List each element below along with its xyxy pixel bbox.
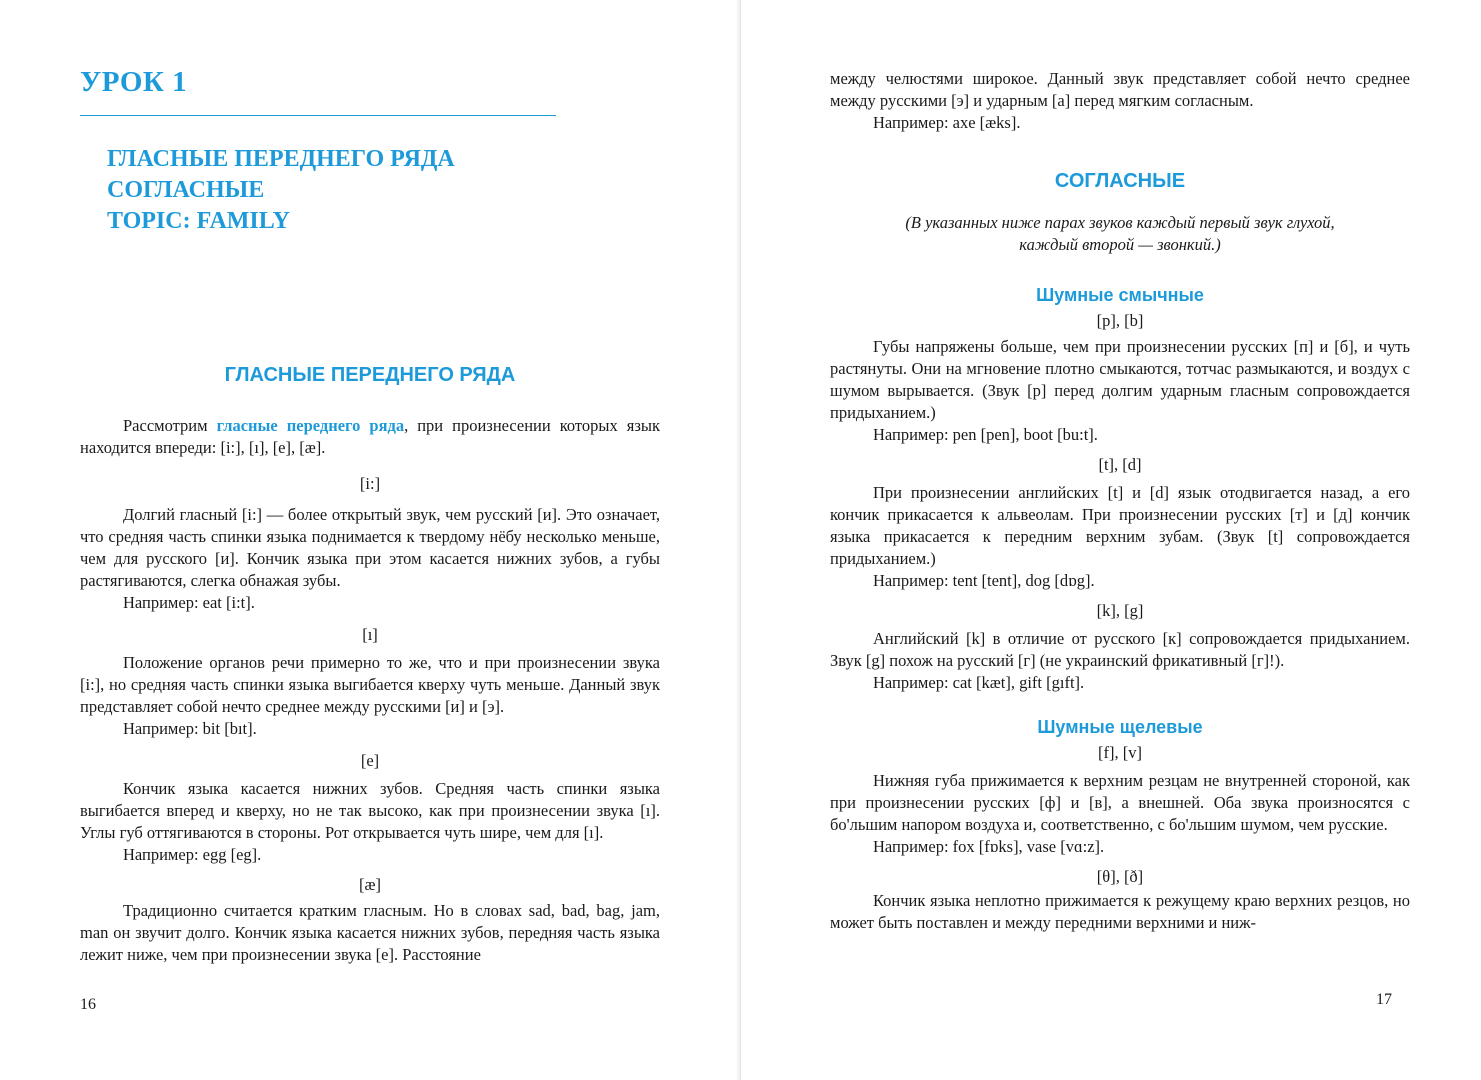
group-title-fricatives: Шумные щелевые <box>1037 717 1203 737</box>
sound-description-th: Кончик языка неплотно прижимается к режущему краю верхних резцов, но может быть поставлен и между передними верхними и ниж- <box>830 891 1410 932</box>
sound-heading-t-d: [t], [d] <box>1098 455 1142 474</box>
left-text-column <box>80 364 660 966</box>
topic-family: TOPIC: FAMILY <box>107 208 290 234</box>
intro-text-before: Рассмотрим <box>123 416 217 435</box>
sound-example-f-v: Например: fox [fɒks], vase [vɑ:z]. <box>873 837 1105 856</box>
sound-example-i-long: Например: eat [i:t]. <box>123 593 255 612</box>
sound-heading-i-short: [ı] <box>362 625 378 644</box>
group-title-plosives: Шумные смычные <box>1036 285 1204 305</box>
sound-heading-th: [θ], [ð] <box>1096 867 1144 886</box>
sound-description-ae: Традиционно считается кратким гласным. Но в словах sad, bad, bag, jam, man он звучит долго. Кончик языка касается нижних зубов, передняя часть языка лежит ниже, чем при произнесении звука [e]. Расстояние <box>80 901 660 964</box>
continuation-paragraph: между челюстями широкое. Данный звук представляет собой нечто среднее между русскими [э] и ударным [а] перед мягким согласным. <box>830 69 1410 110</box>
sound-heading-f-v: [f], [v] <box>1098 743 1142 762</box>
topic-front-vowels: ГЛАСНЫЕ ПЕРЕДНЕГО РЯДА <box>107 146 455 172</box>
page-number-right: 17 <box>1376 991 1392 1008</box>
sound-heading-ae: [æ] <box>359 875 381 894</box>
sound-description-p-b: Губы напряжены больше, чем при произнесении русских [п] и [б], и чуть растянуты. Они на мгновение плотно смыкаются, тотчас размыкаются, и воздух с шумом вырывается. (Звук [p] перед долгим ударным гласным сопровождается придыханием.) <box>830 337 1410 422</box>
sound-example-e: Например: egg [eg]. <box>123 845 262 864</box>
intro-paragraph <box>80 415 660 459</box>
sound-description-k-g: Английский [k] в отличие от русского [к] сопровождается придыханием. Звук [g] похож на русский [г] (не украинский фрикативный [г]!). <box>830 629 1410 670</box>
sound-description-i-short: Положение органов речи примерно то же, что и при произнесении звука [i:], но средняя часть спинки языка выгибается кверху чуть меньше. Данный звук представляет собой нечто среднее между русскими [и] и [э]. <box>80 653 660 716</box>
intro-highlight: гласные переднего ряда <box>216 416 405 435</box>
sound-heading-k-g: [k], [g] <box>1096 601 1144 620</box>
intro-text-after: , при произнесении которых язык находится впереди: [i:], [ı], [e], [æ]. <box>80 416 660 457</box>
lesson-title: УРОК 1 <box>80 66 188 98</box>
right-text-column <box>830 68 1410 934</box>
continuation-example: Например: axe [æks]. <box>873 113 1021 132</box>
left-page <box>0 0 740 1080</box>
sound-description-i-long: Долгий гласный [i:] — более открытый звук, чем русский [и]. Это означает, что средняя часть спинки языка поднимается к твердому нёбу несколько меньше, чем для русского [и]. Кончик языка при этом касается нижних зубов, а губы растягиваются, слегка обнажая зубы. <box>80 505 660 590</box>
page-number-left: 16 <box>80 996 96 1013</box>
sound-example-i-short: Например: bit [bıt]. <box>123 719 257 738</box>
title-divider <box>80 115 556 116</box>
sound-example-p-b: Например: pen [pen], boot [bu:t]. <box>873 425 1098 444</box>
lesson-topics <box>107 144 455 237</box>
section-title-consonants: СОГЛАСНЫЕ <box>1054 170 1186 192</box>
sound-example-k-g: Например: cat [kæt], gift [gıft]. <box>873 673 1085 692</box>
right-page <box>741 0 1481 1080</box>
sound-description-e: Кончик языка касается нижних зубов. Средняя часть спинки языка выгибается вперед и кверху, но не так высоко, как при произнесении звука [ı]. Углы губ оттягиваются в стороны. Рот открывается чуть шире, чем для [ı]. <box>80 779 660 842</box>
sound-heading-i-long: [i:] <box>359 474 381 493</box>
sound-heading-p-b: [p], [b] <box>1096 311 1144 330</box>
sound-description-t-d: При произнесении английских [t] и [d] язык отодвигается назад, а его кончик прикасается к альвеолам. При произнесении русских [т] и [д] кончик языка прикасается к передним верхним зубам. (Звук [t] сопровождается придыханием.) <box>830 483 1410 568</box>
sound-heading-e: [e] <box>360 751 380 770</box>
section-title-front-vowels: ГЛАСНЫЕ ПЕРЕДНЕГО РЯДА <box>224 364 516 386</box>
sound-description-f-v: Нижняя губа прижимается к верхним резцам не внутренней стороной, как при произнесении русских [ф] и [в], а внешней. Оба звука произносятся с бо'льшим напором воздуха и, соответственно, с бо'льшим шумом, чем русские. <box>830 771 1410 834</box>
consonants-note: (В указанных ниже парах звуков каждый первый звук глухой, каждый второй — звонкий.) <box>905 213 1335 254</box>
sound-example-t-d: Например: tent [tent], dog [dɒg]. <box>873 571 1095 590</box>
topic-consonants: СОГЛАСНЫЕ <box>107 177 265 203</box>
